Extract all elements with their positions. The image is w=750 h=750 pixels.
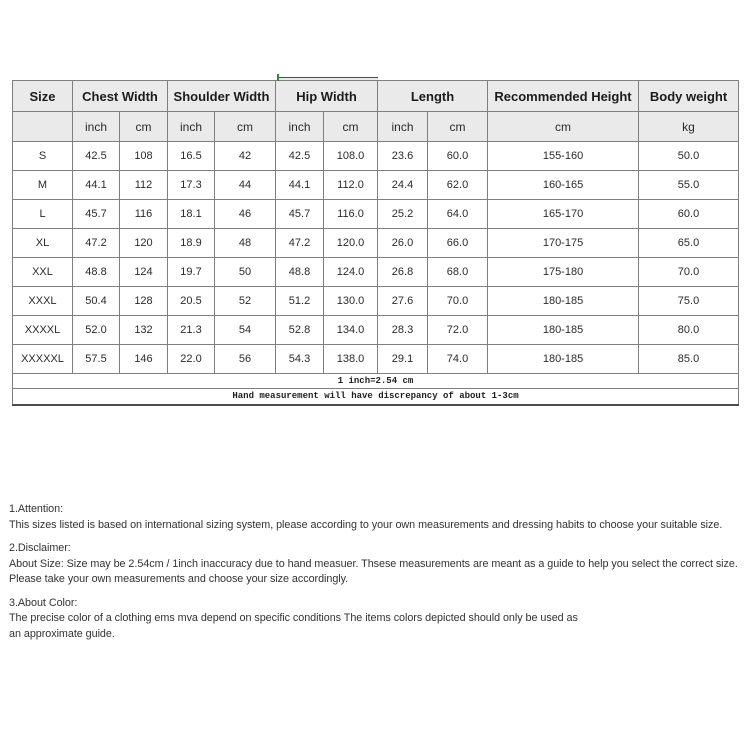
- unit-cell: inch: [276, 112, 324, 142]
- value-cell: 75.0: [639, 287, 739, 316]
- value-cell: 146: [120, 345, 168, 374]
- value-cell: 120.0: [324, 229, 378, 258]
- value-cell: 50.0: [639, 142, 739, 171]
- value-cell: 25.2: [378, 200, 428, 229]
- value-cell: 57.5: [73, 345, 120, 374]
- header-recommended-height: Recommended Height: [488, 81, 639, 112]
- table-footnotes: [13, 374, 739, 405]
- footnote-row: [13, 389, 739, 405]
- value-cell: 44: [215, 171, 276, 200]
- value-cell: 51.2: [276, 287, 324, 316]
- size-label-cell: XL: [13, 229, 73, 258]
- note-heading-about-color: 3.About Color:: [9, 596, 78, 609]
- note-line: About Size: Size may be 2.54cm / 1inch inaccuracy due to hand measuer. Thsese measurements are meant as a guide to help you select the correct size.: [9, 557, 738, 570]
- unit-cell: cm: [215, 112, 276, 142]
- value-cell: 54.3: [276, 345, 324, 374]
- table-row: [13, 229, 739, 258]
- size-chart-table: [12, 80, 739, 406]
- value-cell: 85.0: [639, 345, 739, 374]
- screenshot-seam-artifact: [277, 77, 378, 80]
- value-cell: 45.7: [73, 200, 120, 229]
- value-cell: 48: [215, 229, 276, 258]
- size-label-cell: M: [13, 171, 73, 200]
- value-cell: 26.8: [378, 258, 428, 287]
- size-label-cell: XXL: [13, 258, 73, 287]
- note-heading-disclaimer: 2.Disclaimer:: [9, 542, 71, 554]
- value-cell: 155-160: [488, 142, 639, 171]
- footnote-row: [13, 374, 739, 389]
- value-cell: 70.0: [639, 258, 739, 287]
- value-cell: 180-185: [488, 287, 639, 316]
- value-cell: 48.8: [73, 258, 120, 287]
- value-cell: 68.0: [428, 258, 488, 287]
- value-cell: 180-185: [488, 345, 639, 374]
- unit-cell: cm: [488, 112, 639, 142]
- value-cell: 108: [120, 142, 168, 171]
- size-label-cell: S: [13, 142, 73, 171]
- value-cell: 116: [120, 200, 168, 229]
- value-cell: 112: [120, 171, 168, 200]
- value-cell: 28.3: [378, 316, 428, 345]
- value-cell: 116.0: [324, 200, 378, 229]
- value-cell: 47.2: [276, 229, 324, 258]
- value-cell: 29.1: [378, 345, 428, 374]
- header-length: Length: [378, 81, 488, 112]
- note-line: This sizes listed is based on international sizing system, please according to your own measurements and dressing habits to choose your suitable size.: [9, 518, 723, 531]
- table-row: [13, 258, 739, 287]
- header-body-weight: Body weight: [639, 81, 739, 112]
- value-cell: 42: [215, 142, 276, 171]
- value-cell: 42.5: [73, 142, 120, 171]
- note-heading-attention: 1.Attention:: [9, 503, 64, 515]
- unit-cell: inch: [73, 112, 120, 142]
- value-cell: 74.0: [428, 345, 488, 374]
- table-row: [13, 345, 739, 374]
- header-shoulder-width: Shoulder Width: [168, 81, 276, 112]
- footnote-inch-conversion: 1 inch=2.54 cm: [13, 374, 739, 389]
- value-cell: 20.5: [168, 287, 215, 316]
- value-cell: 160-165: [488, 171, 639, 200]
- note-line: Please take your own measurements and choose your size accordingly.: [9, 573, 349, 585]
- value-cell: 50.4: [73, 287, 120, 316]
- value-cell: 65.0: [639, 229, 739, 258]
- table-row: [13, 287, 739, 316]
- value-cell: 18.9: [168, 229, 215, 258]
- value-cell: 26.0: [378, 229, 428, 258]
- value-cell: 70.0: [428, 287, 488, 316]
- value-cell: 21.3: [168, 316, 215, 345]
- value-cell: 18.1: [168, 200, 215, 229]
- size-label-cell: XXXL: [13, 287, 73, 316]
- value-cell: 56: [215, 345, 276, 374]
- value-cell: 55.0: [639, 171, 739, 200]
- value-cell: 45.7: [276, 200, 324, 229]
- unit-empty-cell: [13, 112, 73, 142]
- notes-section: [9, 502, 750, 642]
- value-cell: 22.0: [168, 345, 215, 374]
- table-row: [13, 142, 739, 171]
- value-cell: 23.6: [378, 142, 428, 171]
- value-cell: 128: [120, 287, 168, 316]
- footnote-hand-measurement: Hand measurement will have discrepancy of about 1-3cm: [13, 389, 739, 405]
- value-cell: 54: [215, 316, 276, 345]
- value-cell: 124: [120, 258, 168, 287]
- value-cell: 112.0: [324, 171, 378, 200]
- value-cell: 50: [215, 258, 276, 287]
- value-cell: 27.6: [378, 287, 428, 316]
- value-cell: 47.2: [73, 229, 120, 258]
- green-pixel-artifact: [277, 74, 279, 81]
- value-cell: 124.0: [324, 258, 378, 287]
- value-cell: 16.5: [168, 142, 215, 171]
- value-cell: 165-170: [488, 200, 639, 229]
- value-cell: 44.1: [276, 171, 324, 200]
- size-table-body: [13, 142, 739, 374]
- value-cell: 108.0: [324, 142, 378, 171]
- value-cell: 62.0: [428, 171, 488, 200]
- value-cell: 44.1: [73, 171, 120, 200]
- value-cell: 24.4: [378, 171, 428, 200]
- value-cell: 132: [120, 316, 168, 345]
- table-row: [13, 316, 739, 345]
- unit-cell: cm: [428, 112, 488, 142]
- value-cell: 52: [215, 287, 276, 316]
- value-cell: 120: [120, 229, 168, 258]
- value-cell: 46: [215, 200, 276, 229]
- unit-cell: kg: [639, 112, 739, 142]
- header-hip-width: Hip Width: [276, 81, 378, 112]
- value-cell: 60.0: [428, 142, 488, 171]
- size-label-cell: XXXXXL: [13, 345, 73, 374]
- size-label-cell: L: [13, 200, 73, 229]
- header-unit-row: [13, 112, 739, 142]
- value-cell: 134.0: [324, 316, 378, 345]
- unit-cell: cm: [120, 112, 168, 142]
- value-cell: 64.0: [428, 200, 488, 229]
- unit-cell: inch: [168, 112, 215, 142]
- unit-cell: inch: [378, 112, 428, 142]
- value-cell: 52.8: [276, 316, 324, 345]
- table-row: [13, 171, 739, 200]
- value-cell: 52.0: [73, 316, 120, 345]
- value-cell: 80.0: [639, 316, 739, 345]
- value-cell: 72.0: [428, 316, 488, 345]
- value-cell: 19.7: [168, 258, 215, 287]
- header-chest-width: Chest Width: [73, 81, 168, 112]
- value-cell: 60.0: [639, 200, 739, 229]
- value-cell: 17.3: [168, 171, 215, 200]
- size-label-cell: XXXXL: [13, 316, 73, 345]
- note-line: The precise color of a clothing ems mva depend on specific conditions The items colors depicted should only be used as: [9, 612, 578, 624]
- header-group-row: [13, 81, 739, 112]
- value-cell: 42.5: [276, 142, 324, 171]
- value-cell: 175-180: [488, 258, 639, 287]
- value-cell: 180-185: [488, 316, 639, 345]
- value-cell: 170-175: [488, 229, 639, 258]
- value-cell: 138.0: [324, 345, 378, 374]
- header-size: Size: [13, 81, 73, 112]
- table-row: [13, 200, 739, 229]
- note-line: an approximate guide.: [9, 627, 115, 640]
- value-cell: 130.0: [324, 287, 378, 316]
- unit-cell: cm: [324, 112, 378, 142]
- value-cell: 66.0: [428, 229, 488, 258]
- value-cell: 48.8: [276, 258, 324, 287]
- table-header: [13, 81, 739, 142]
